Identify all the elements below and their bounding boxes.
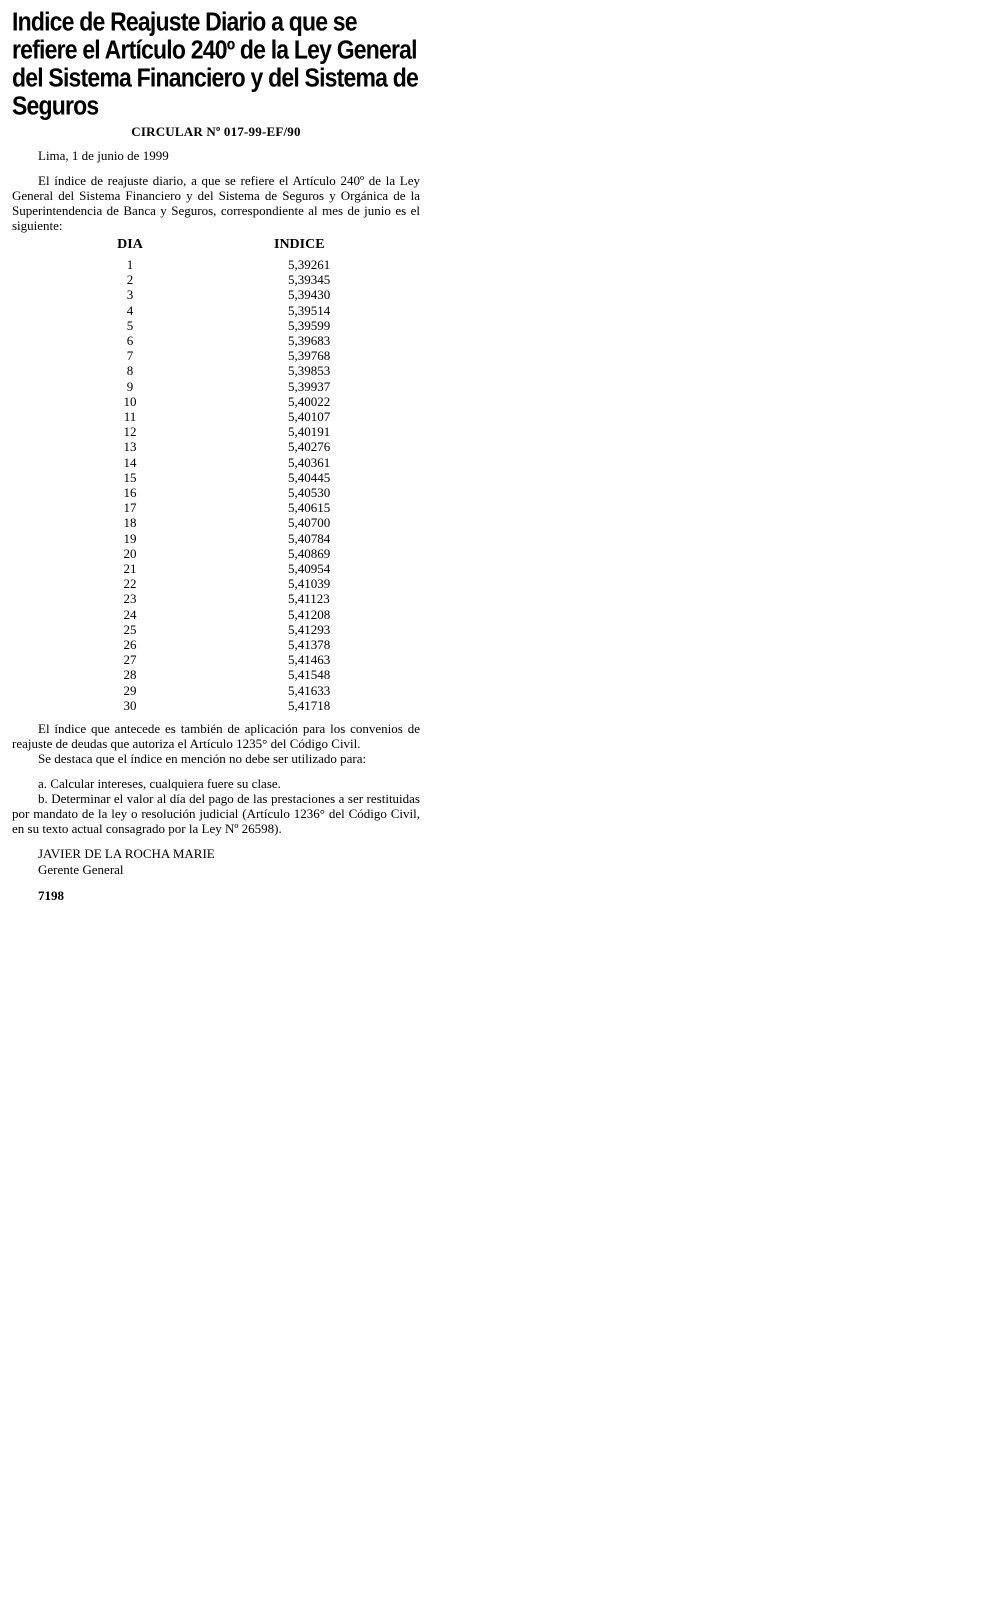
table-row: [12, 591, 420, 606]
table-row: [12, 667, 420, 682]
cell-dia: 27: [123, 652, 137, 668]
cell-dia: 7: [126, 348, 134, 364]
cell-indice: 5,41378: [288, 637, 331, 653]
document-column: [12, 8, 420, 904]
cell-indice: 5,39937: [288, 378, 331, 394]
cell-dia: 30: [123, 697, 137, 713]
document-date: Lima, 1 de junio de 1999: [38, 148, 169, 163]
cell-dia: 10: [123, 393, 137, 409]
cell-indice: 5,40615: [288, 500, 331, 516]
table-row: [12, 303, 420, 318]
cell-indice: 5,41718: [288, 697, 331, 713]
column-header-dia: DIA: [117, 237, 143, 252]
table-row: [12, 394, 420, 409]
cell-dia: 17: [123, 500, 137, 516]
cell-indice: 5,40022: [288, 393, 331, 409]
table-row: [12, 576, 420, 591]
list-item-b: b. Determinar el valor al día del pago de las prestaciones a ser restituidas por mandato de la ley o resolución judicial (Artículo 1236° del Código Civil, en su texto actual consagrado por la Ley Nº 26598).: [12, 791, 420, 837]
cell-dia: 28: [123, 667, 137, 683]
table-row: [12, 531, 420, 546]
cell-dia: 16: [123, 485, 137, 501]
table-row: [12, 500, 420, 515]
table-row: [12, 515, 420, 530]
table-row: [12, 287, 420, 302]
cell-indice: 5,40361: [288, 454, 331, 470]
table-row: [12, 424, 420, 439]
cell-dia: 22: [123, 576, 137, 592]
cell-dia: 23: [123, 591, 137, 607]
cell-dia: 24: [123, 606, 137, 622]
table-row: [12, 333, 420, 348]
cell-indice: 5,41463: [288, 652, 331, 668]
table-row: [12, 683, 420, 698]
document-number: 7198: [38, 888, 64, 904]
document-title: Indice de Reajuste Diario a que se refiere el Artículo 240º de la Ley General del Sistema Financiero y del Sistema de Seguros: [12, 6, 418, 120]
table-row: [12, 622, 420, 637]
table-row: [12, 546, 420, 561]
cell-dia: 20: [123, 545, 137, 561]
cell-indice: 5,39853: [288, 363, 331, 379]
cell-indice: 5,40869: [288, 545, 331, 561]
cell-indice: 5,40784: [288, 530, 331, 546]
column-header-indice: INDICE: [274, 237, 325, 252]
cell-indice: 5,39345: [288, 272, 331, 288]
cell-indice: 5,40107: [288, 409, 331, 425]
cell-indice: 5,39768: [288, 348, 331, 364]
table-row: [12, 698, 420, 713]
table-row: [12, 561, 420, 576]
table-row: [12, 637, 420, 652]
table-row: [12, 272, 420, 287]
cell-dia: 3: [126, 287, 134, 303]
cell-dia: 2: [126, 272, 134, 288]
cell-indice: 5,39514: [288, 302, 331, 318]
cell-indice: 5,40530: [288, 485, 331, 501]
cell-indice: 5,40954: [288, 561, 331, 577]
cell-dia: 19: [123, 530, 137, 546]
table-row: [12, 607, 420, 622]
table-row: [12, 470, 420, 485]
cell-indice: 5,39430: [288, 287, 331, 303]
cell-indice: 5,40191: [288, 424, 331, 440]
cell-indice: 5,39261: [288, 257, 331, 272]
cell-indice: 5,41548: [288, 667, 331, 683]
cell-dia: 18: [123, 515, 137, 531]
cell-dia: 8: [126, 363, 134, 379]
table-row: [12, 652, 420, 667]
intro-paragraph: El índice de reajuste diario, a que se refiere el Artículo 240º de la Ley General del Sistema Financiero y del Sistema de Seguros y Orgánica de la Superintendencia de Banca y Seguros, correspondiente al mes de junio es el siguiente:: [12, 173, 420, 233]
cell-indice: 5,41208: [288, 606, 331, 622]
table-row: [12, 485, 420, 500]
signature-block: [12, 846, 420, 878]
paragraph-civil-code: El índice que antecede es también de aplicación para los convenios de reajuste de deudas que autoriza el Artículo 1235° del Código Civil.: [12, 721, 420, 752]
cell-dia: 4: [126, 302, 134, 318]
signatory-name: JAVIER DE LA ROCHA MARIE: [38, 846, 215, 862]
cell-indice: 5,41293: [288, 621, 331, 637]
table-row: [12, 379, 420, 394]
table-body: [12, 257, 420, 713]
signatory-role: Gerente General: [38, 862, 124, 878]
table-row: [12, 409, 420, 424]
cell-indice: 5,40276: [288, 439, 331, 455]
cell-dia: 9: [126, 378, 134, 394]
cell-indice: 5,39683: [288, 333, 331, 349]
table-row: [12, 257, 420, 272]
cell-dia: 1: [126, 257, 134, 272]
cell-dia: 6: [126, 333, 134, 349]
cell-indice: 5,39599: [288, 317, 331, 333]
table-row: [12, 439, 420, 454]
index-table: [12, 235, 420, 713]
cell-dia: 26: [123, 637, 137, 653]
cell-indice: 5,40445: [288, 469, 331, 485]
cell-dia: 12: [123, 424, 137, 440]
cell-dia: 5: [126, 317, 134, 333]
cell-indice: 5,41123: [288, 591, 330, 607]
table-header-row: [12, 235, 420, 257]
table-row: [12, 318, 420, 333]
cell-indice: 5,41633: [288, 682, 331, 698]
cell-dia: 14: [123, 454, 137, 470]
cell-dia: 29: [123, 682, 137, 698]
cell-indice: 5,40700: [288, 515, 331, 531]
paragraph-note: Se destaca que el índice en mención no debe ser utilizado para:: [38, 751, 367, 767]
table-row: [12, 363, 420, 378]
cell-dia: 25: [123, 621, 137, 637]
cell-dia: 11: [123, 409, 137, 425]
list-item-a: a. Calcular intereses, cualquiera fuere su clase.: [38, 776, 281, 792]
cell-dia: 13: [123, 439, 137, 455]
table-row: [12, 455, 420, 470]
circular-number: CIRCULAR Nº 017-99-EF/90: [131, 124, 301, 139]
table-row: [12, 348, 420, 363]
cell-indice: 5,41039: [288, 576, 331, 592]
cell-dia: 21: [123, 561, 137, 577]
cell-dia: 15: [123, 469, 137, 485]
